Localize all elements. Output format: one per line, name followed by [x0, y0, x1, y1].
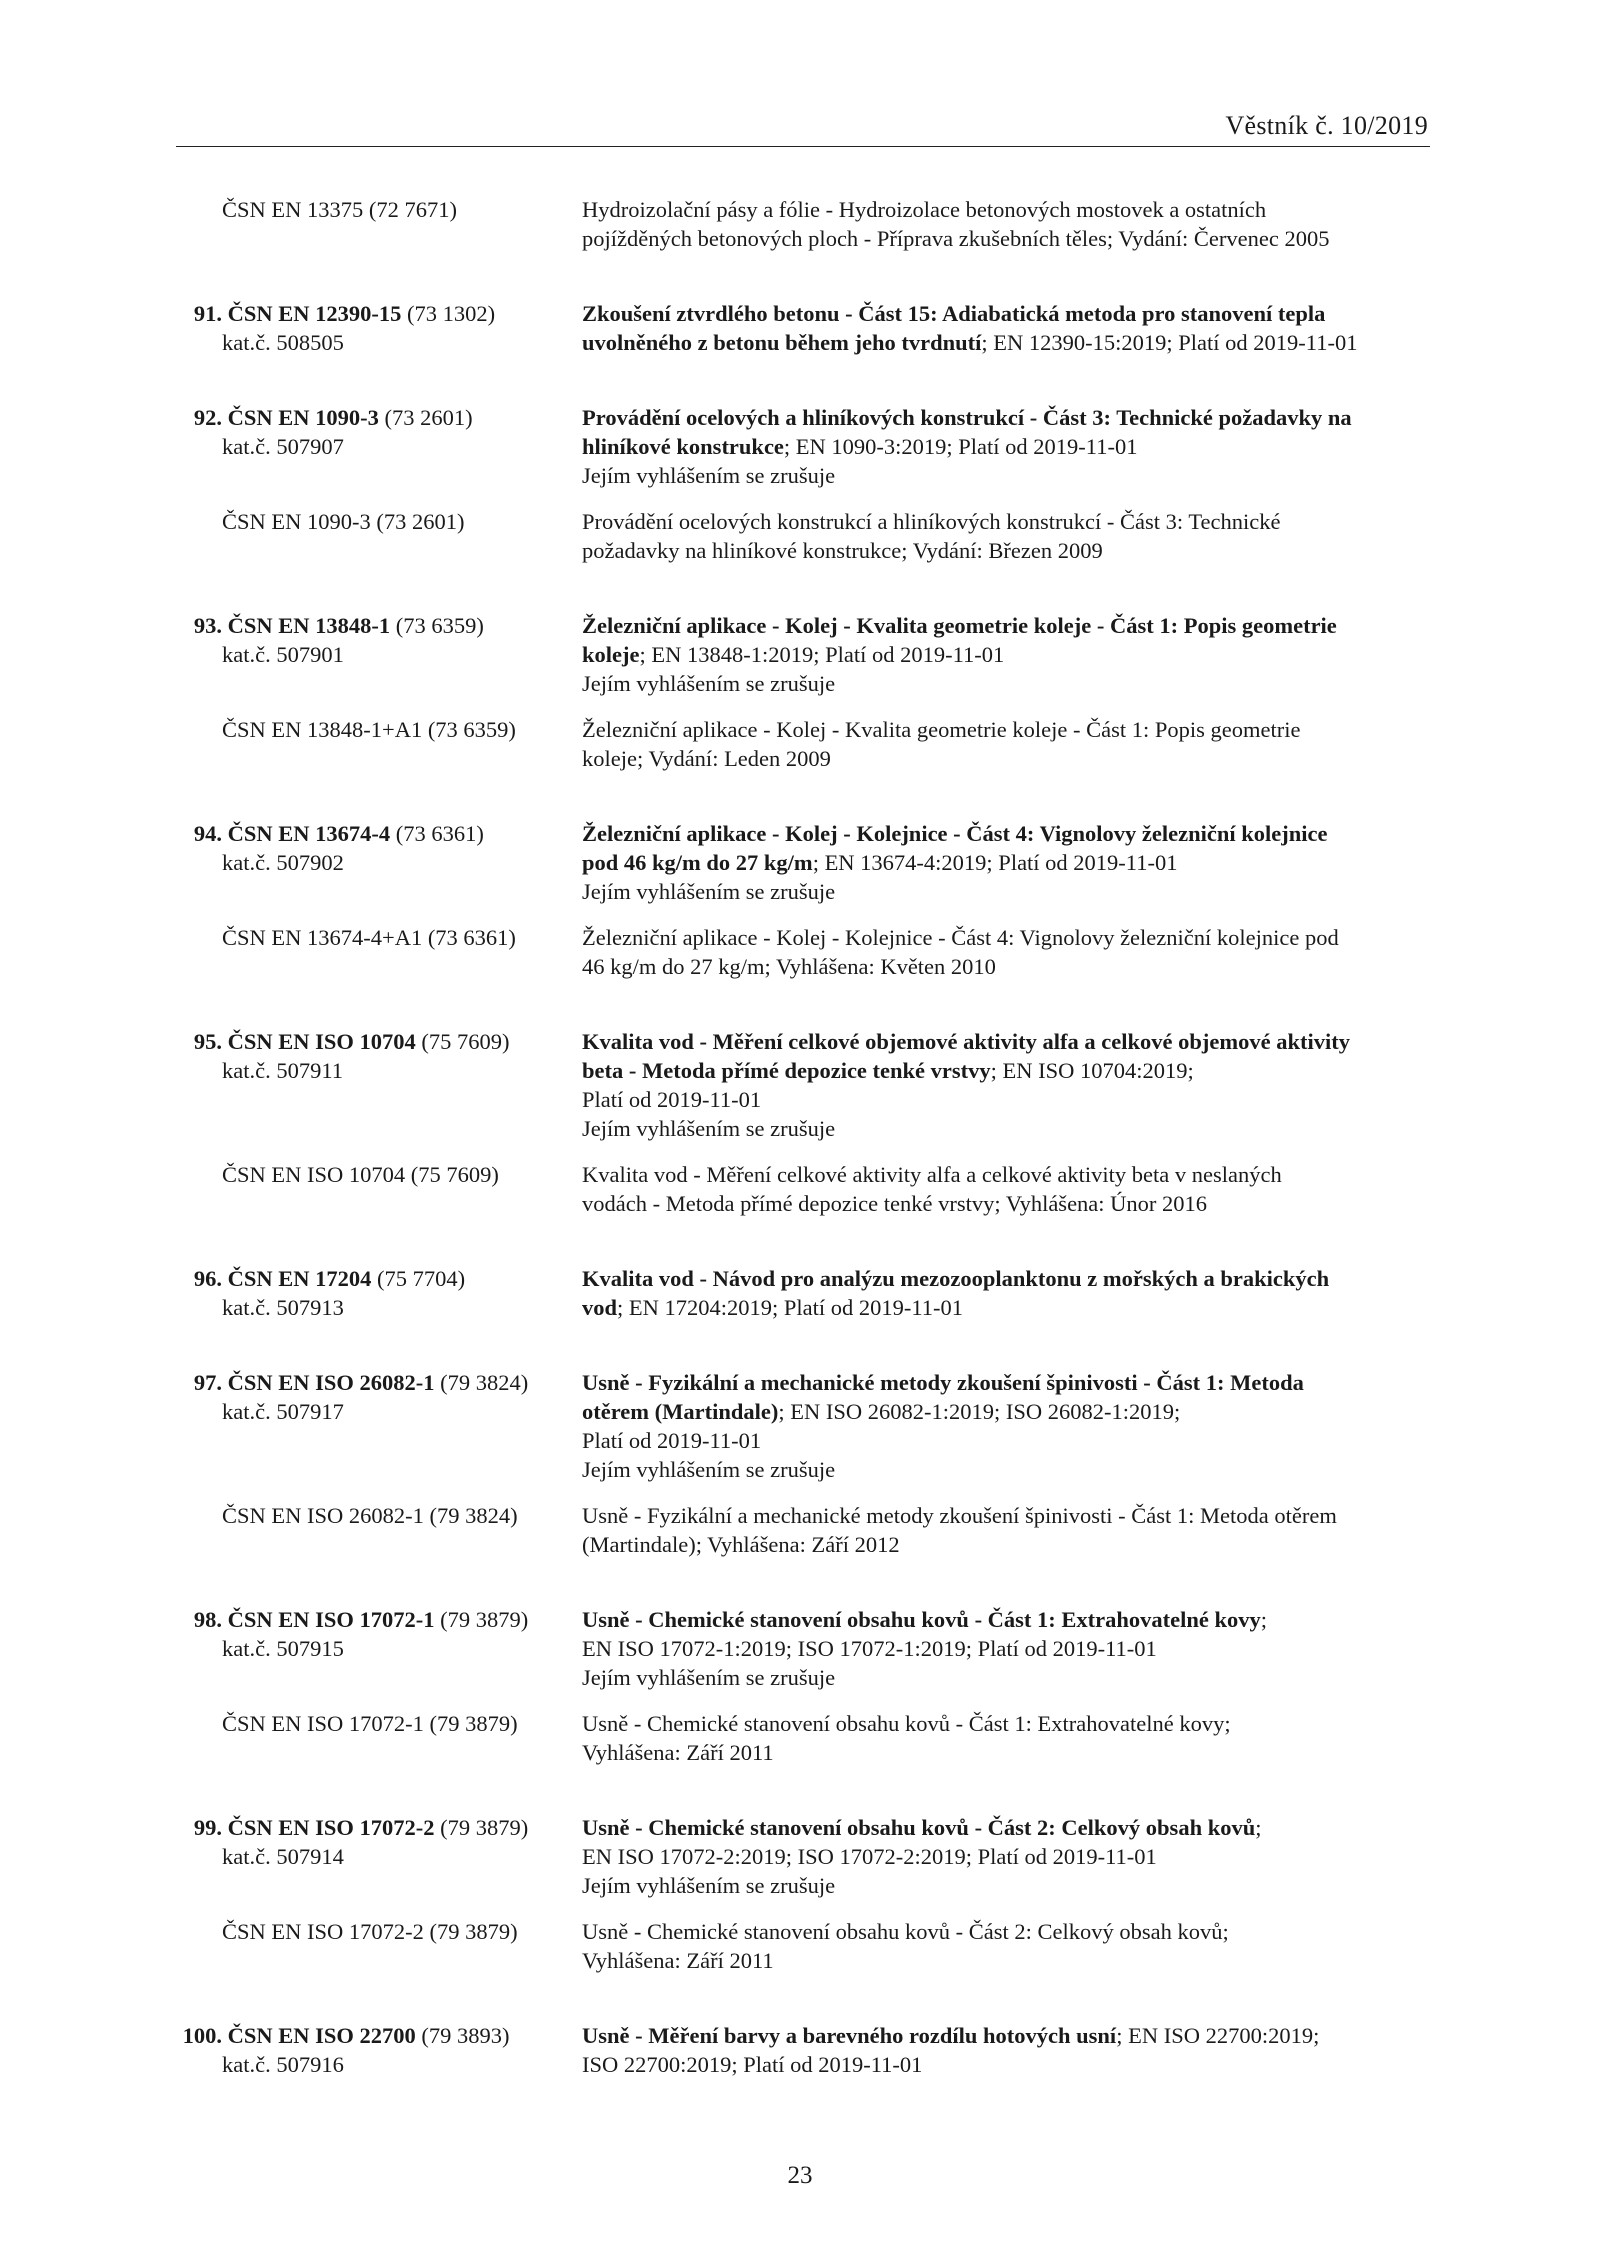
replaced-standard — [176, 1917, 1430, 1975]
replaced-title: Železniční aplikace - Kolej - Kvalita geometrie koleje - Část 1: Popis geometrie koleje; Vydání: Leden 2009 — [582, 717, 1301, 771]
replaced-standard — [176, 1160, 1430, 1218]
replaced-title: Usně - Chemické stanovení obsahu kovů - Část 1: Extrahovatelné kovy; Vyhlášena: Září 2011 — [582, 1711, 1231, 1765]
replaced-code: ČSN EN 13674-4+A1 (73 6361) — [222, 925, 516, 950]
standard-code-block — [176, 2021, 582, 2079]
cancels-note: Jejím vyhlášením se zrušuje — [582, 463, 836, 488]
standard-entry-96 — [176, 1264, 1430, 1322]
replaced-standard — [176, 1709, 1430, 1767]
standard-title: Železniční aplikace - Kolej - Kvalita geometrie koleje - Část 1: Popis geometrie koleje; EN 13848-1:2019; Platí od 2019-11-01 Jejím vyhlášením se zrušuje — [582, 611, 1430, 698]
cancels-note: Jejím vyhlášením se zrušuje — [582, 1873, 836, 1898]
standard-title: Kvalita vod - Měření celkové objemové aktivity alfa a celkové objemové aktivity beta - Metoda přímé depozice tenké vrstvy; EN ISO 10704:2019; Platí od 2019-11-01 Jejím vyhlášením se zrušuje — [582, 1027, 1430, 1143]
replaced-standard — [176, 195, 1430, 253]
replaced-code: ČSN EN 13848-1+A1 (73 6359) — [222, 717, 516, 742]
standard-title: Usně - Chemické stanovení obsahu kovů - Část 2: Celkový obsah kovů; EN ISO 17072-2:2019; ISO 17072-2:2019; Platí od 2019-11-01 Jejím vyhlášením se zrušuje — [582, 1813, 1430, 1900]
standard-entry-95 — [176, 1027, 1430, 1143]
catalog-number: kat.č. 507915 — [222, 1636, 344, 1661]
catalog-number: kat.č. 507902 — [222, 850, 344, 875]
classification: (79 3824) — [434, 1370, 529, 1395]
standard-title: Usně - Chemické stanovení obsahu kovů - Část 1: Extrahovatelné kovy; EN ISO 17072-1:2019; ISO 17072-1:2019; Platí od 2019-11-01 Jejím vyhlášením se zrušuje — [582, 1605, 1430, 1692]
standard-code: ČSN EN 13848-1 — [227, 613, 391, 638]
cancels-note: Jejím vyhlášením se zrušuje — [582, 671, 836, 696]
replaced-code: ČSN EN 1090-3 (73 2601) — [222, 509, 465, 534]
entry-number: 98. — [193, 1607, 222, 1632]
classification: (75 7609) — [415, 1029, 510, 1054]
standard-title: Usně - Fyzikální a mechanické metody zkoušení špinivosti - Část 1: Metoda otěrem (Martindale); EN ISO 26082-1:2019; ISO 26082-1:2019; Platí od 2019-11-01 Jejím vyhlášením se zrušuje — [582, 1368, 1430, 1484]
standard-entry-98 — [176, 1605, 1430, 1692]
cancels-note: Jejím vyhlášením se zrušuje — [582, 879, 836, 904]
entry-number: 91. — [193, 301, 222, 326]
journal-title: Věstník č. 10/2019 — [1225, 111, 1428, 140]
replaced-standard — [176, 1501, 1430, 1559]
replaced-code: ČSN EN ISO 17072-2 (79 3879) — [222, 1919, 518, 1944]
classification: (79 3879) — [434, 1815, 529, 1840]
entry-number: 92. — [193, 405, 222, 430]
classification: (79 3893) — [415, 2023, 510, 2048]
replaced-title: Usně - Chemické stanovení obsahu kovů - Část 2: Celkový obsah kovů; Vyhlášena: Září 2011 — [582, 1919, 1229, 1973]
entry-number: 95. — [193, 1029, 222, 1054]
catalog-number: kat.č. 507914 — [222, 1844, 344, 1869]
standard-code-block — [176, 1027, 582, 1143]
standard-code: ČSN EN 1090-3 — [227, 405, 379, 430]
standard-entry-94 — [176, 819, 1430, 906]
catalog-number: kat.č. 507911 — [222, 1058, 344, 1083]
cancels-note: Jejím vyhlášením se zrušuje — [582, 1457, 836, 1482]
replaced-title: Hydroizolační pásy a fólie - Hydroizolace betonových mostovek a ostatních pojížděných betonových ploch - Příprava zkušebních těles; Vydání: Červenec 2005 — [582, 197, 1330, 251]
standard-title: Zkoušení ztvrdlého betonu - Část 15: Adiabatická metoda pro stanovení tepla uvolněného z betonu během jeho tvrdnutí; EN 12390-15:2019; Platí od 2019-11-01 — [582, 301, 1358, 355]
classification: (73 2601) — [378, 405, 473, 430]
entry-number: 96. — [193, 1266, 222, 1291]
standard-code-block — [176, 1813, 582, 1900]
standard-code-block — [176, 1264, 582, 1322]
cancels-note: Jejím vyhlášením se zrušuje — [582, 1665, 836, 1690]
standard-code: ČSN EN ISO 26082-1 — [227, 1370, 435, 1395]
standard-title: Usně - Měření barvy a barevného rozdílu hotových usní; EN ISO 22700:2019; ISO 22700:2019; Platí od 2019-11-01 — [582, 2023, 1320, 2077]
classification: (73 6361) — [390, 821, 484, 846]
standard-code: ČSN EN 13674-4 — [227, 821, 391, 846]
entry-number: 93. — [193, 613, 222, 638]
standard-code-block — [176, 1605, 582, 1692]
classification: (73 1302) — [401, 301, 496, 326]
standard-entry-97 — [176, 1368, 1430, 1484]
page-header — [176, 106, 1430, 147]
entry-number: 100. — [182, 2023, 222, 2048]
classification: (79 3879) — [434, 1607, 529, 1632]
replaced-code: ČSN EN ISO 26082-1 (79 3824) — [222, 1503, 518, 1528]
standard-entry-91 — [176, 299, 1430, 357]
classification: (73 6359) — [390, 613, 484, 638]
standards-list — [176, 195, 1430, 2079]
replaced-title: Provádění ocelových konstrukcí a hliníkových konstrukcí - Část 3: Technické požadavky na hliníkové konstrukce; Vydání: Březen 2009 — [582, 509, 1281, 563]
standard-entry-92 — [176, 403, 1430, 490]
standard-entry-100 — [176, 2021, 1430, 2079]
catalog-number: kat.č. 507913 — [222, 1295, 344, 1320]
page-number: 23 — [787, 2162, 813, 2189]
standard-code-block — [176, 819, 582, 906]
standard-title: Provádění ocelových a hliníkových konstrukcí - Část 3: Technické požadavky na hliníkové konstrukce; EN 1090-3:2019; Platí od 2019-11-01 Jejím vyhlášením se zrušuje — [582, 403, 1430, 490]
catalog-number: kat.č. 507916 — [222, 2052, 344, 2077]
replaced-title: Kvalita vod - Měření celkové aktivity alfa a celkové aktivity beta v neslaných vodách - Metoda přímé depozice tenké vrstvy; Vyhlášena: Únor 2016 — [582, 1162, 1282, 1216]
standard-code-block — [176, 1368, 582, 1484]
catalog-number: kat.č. 508505 — [222, 330, 344, 355]
entry-number: 99. — [193, 1815, 222, 1840]
replaced-title: Usně - Fyzikální a mechanické metody zkoušení špinivosti - Část 1: Metoda otěrem (Martindale); Vyhlášena: Září 2012 — [582, 1503, 1337, 1557]
standard-code: ČSN EN 12390-15 — [227, 301, 402, 326]
entry-number: 94. — [193, 821, 222, 846]
standard-code-block — [176, 403, 582, 490]
cancels-note: Jejím vyhlášením se zrušuje — [582, 1116, 836, 1141]
catalog-number: kat.č. 507917 — [222, 1399, 344, 1424]
standard-code-block — [176, 299, 582, 357]
classification: (75 7704) — [371, 1266, 466, 1291]
standard-title: Železniční aplikace - Kolej - Kolejnice - Část 4: Vignolovy železniční kolejnice pod 46 kg/m do 27 kg/m; EN 13674-4:2019; Platí od 2019-11-01 Jejím vyhlášením se zrušuje — [582, 819, 1430, 906]
replaced-standard — [176, 923, 1430, 981]
standard-code: ČSN EN ISO 22700 — [227, 2023, 416, 2048]
catalog-number: kat.č. 507901 — [222, 642, 344, 667]
replaced-code: ČSN EN ISO 10704 (75 7609) — [222, 1162, 499, 1187]
replaced-standard — [176, 715, 1430, 773]
standard-code: ČSN EN 17204 — [227, 1266, 372, 1291]
standard-title: Kvalita vod - Návod pro analýzu mezozooplanktonu z mořských a brakických vod; EN 17204:2019; Platí od 2019-11-01 — [582, 1266, 1330, 1320]
standard-code: ČSN EN ISO 17072-2 — [227, 1815, 435, 1840]
replaced-title: Železniční aplikace - Kolej - Kolejnice - Část 4: Vignolovy železniční kolejnice pod 46 kg/m do 27 kg/m; Vyhlášena: Květen 2010 — [582, 925, 1339, 979]
catalog-number: kat.č. 507907 — [222, 434, 344, 459]
standard-entry-93 — [176, 611, 1430, 698]
entry-number: 97. — [193, 1370, 222, 1395]
replaced-code: ČSN EN 13375 (72 7671) — [222, 197, 457, 222]
standard-entry-99 — [176, 1813, 1430, 1900]
standard-code: ČSN EN ISO 10704 — [227, 1029, 416, 1054]
standard-code-block — [176, 611, 582, 698]
replaced-standard — [176, 507, 1430, 565]
replaced-code: ČSN EN ISO 17072-1 (79 3879) — [222, 1711, 518, 1736]
standard-code: ČSN EN ISO 17072-1 — [227, 1607, 435, 1632]
